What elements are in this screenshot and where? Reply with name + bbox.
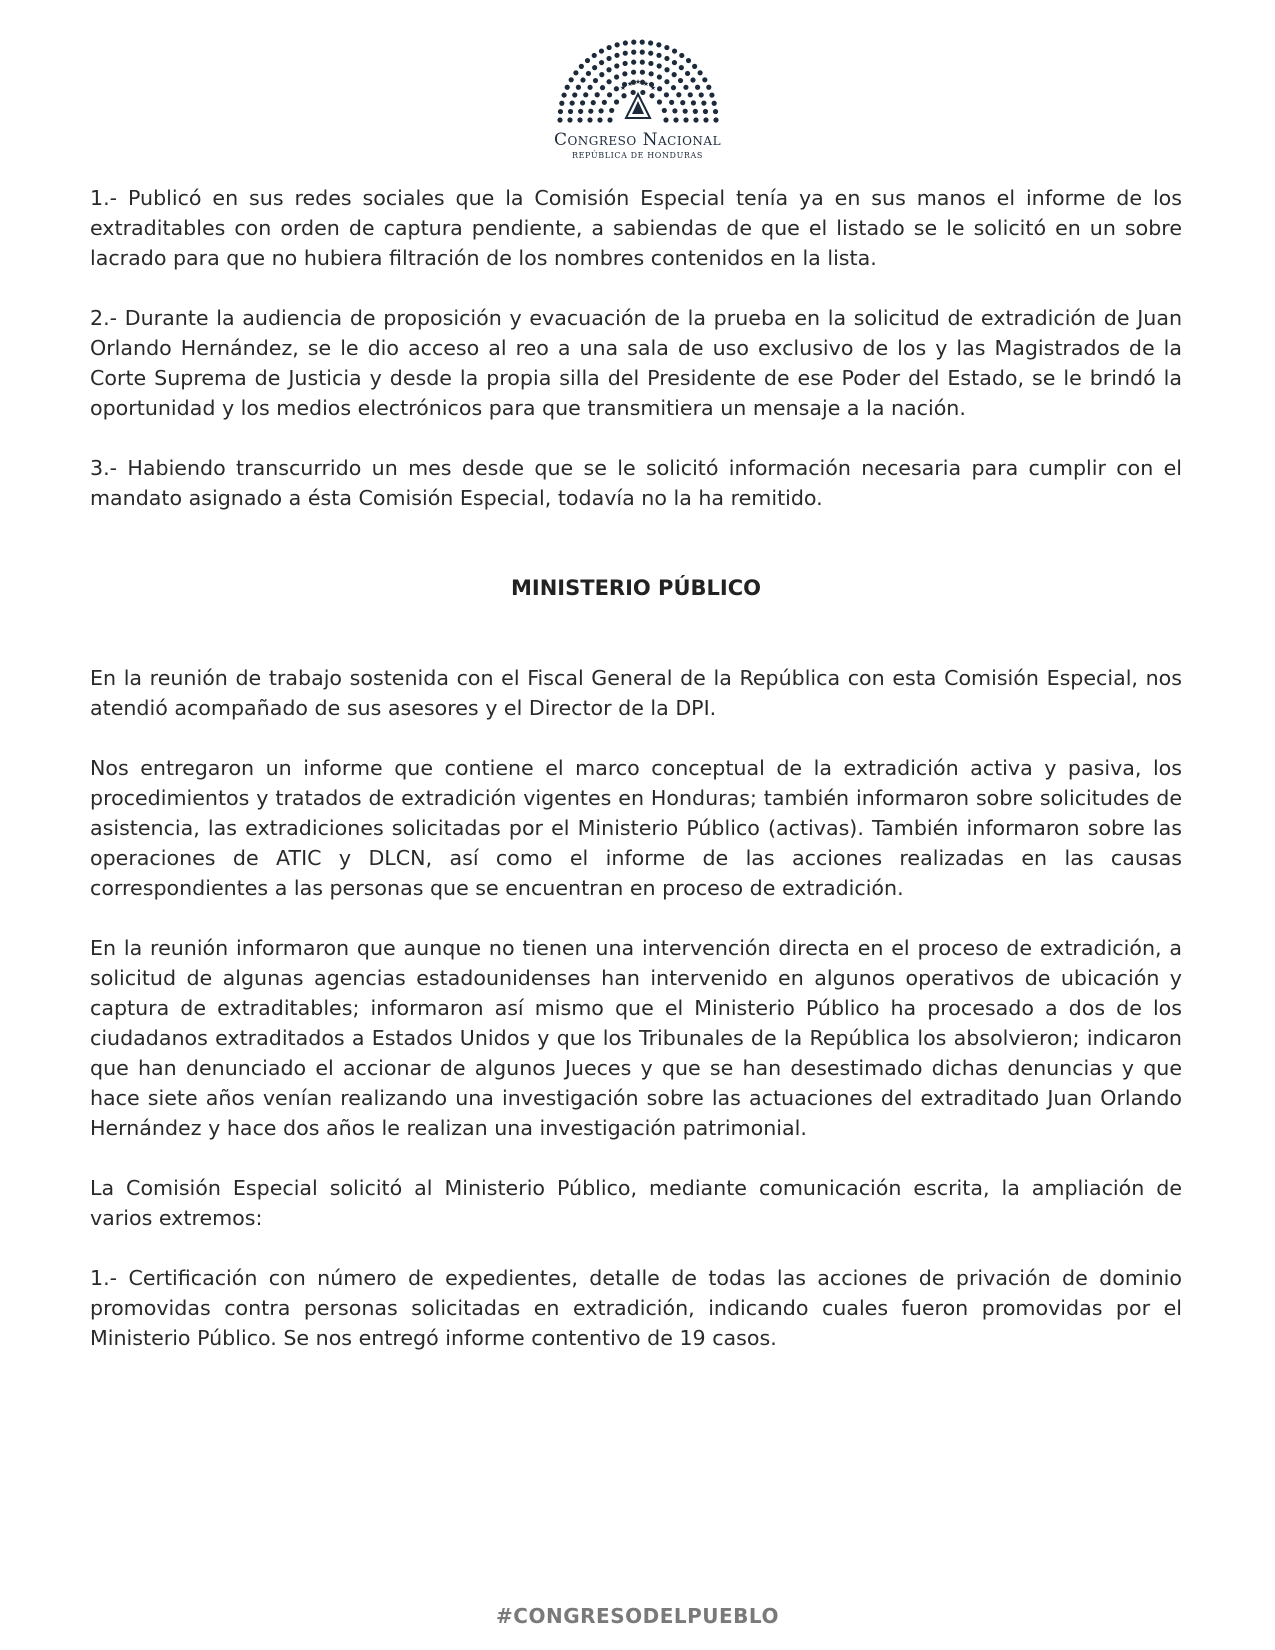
emblem-star-icon: ★ [634,78,641,86]
hemicycle-dot [712,109,717,114]
hemicycle-dot [656,86,661,91]
hemicycle-dot [683,85,688,90]
hemicycle-dot [664,79,669,84]
hemicycle-dot [584,58,589,63]
hemicycle-dot [676,92,681,97]
hemicycle-dot [630,90,635,95]
hemicycle-dot [672,108,677,113]
hemicycle-dot [599,85,604,90]
hemicycle-dot [614,42,619,47]
hemicycle-dot [592,65,597,70]
hemicycle-dot [585,71,590,76]
hemicycle-dot [577,117,582,122]
hemicycle-dot [621,93,626,98]
emblem-star-icon: ★ [619,84,626,92]
hemicycle-dot [703,117,708,122]
hemicycle-dot [694,85,699,90]
hemicycle-dot [656,42,661,47]
hemicycle-dot [687,92,692,97]
hemicycle-dot [701,100,706,105]
hemicycle-dot [690,100,695,105]
hemicycle-dot [656,99,661,104]
congress-hemicycle-logo [553,28,723,128]
hemicycle-dot [631,50,636,55]
hemicycle-dot [711,101,716,106]
hemicycle-dot [679,53,684,58]
hemicycle-dot [656,53,661,58]
letterhead [0,28,1275,178]
hemicycle-dot [702,109,707,114]
hemicycle-dot [614,74,619,79]
document-body [90,183,1182,1383]
footer-hashtag: #CONGRESODELPUEBLO [496,1604,779,1628]
hemicycle-dot [568,77,573,82]
hemicycle-dot [598,60,603,65]
hemicycle-dot [599,72,604,77]
hemicycle-dot [639,60,644,65]
hemicycle-dot [590,100,595,105]
hemicycle-dot [606,45,611,50]
hemicycle-dot [557,117,562,122]
hemicycle-dot [631,60,636,65]
hemicycle-dot [598,108,603,113]
hemicycle-dot [559,101,564,106]
hemicycle-dot [622,51,627,56]
hemicycle-dot [591,53,596,58]
hemicycle-dot [663,117,668,122]
hemicycle-dot [630,70,635,75]
section-heading: MINISTERIO PÚBLICO [511,576,761,600]
hemicycle-dot [690,77,695,82]
emblem-star-icon: ★ [642,80,649,88]
paragraph-8: 1.- Certificación con número de expedientes, detalle de todas las acciones de privación de dominio promovidas contra personas solicitadas en extradición, indicando cuales fueron promovidas por el Ministerio Público. Se nos entregó informe contentivo de 19 casos. [90,1266,1182,1350]
hemicycle-dot [684,71,689,76]
hemicycle-dot [677,78,682,83]
hemicycle-dot [664,67,669,72]
hemicycle-dot [575,85,580,90]
paragraph-2: 2.- Durante la audiencia de proposición y evacuación de la prueba en la solicitud de extradición de Juan Orlando Hernández, se le dio acceso al reo a una sala de uso exclusivo de los y las Magistrados de la Corte Suprema de Justicia y desde la propia silla del Presidente de ese Poder del Estado, se le brindó la oportunidad y los medios electrónicos para que transmitiera un mensaje a la nación. [90,306,1182,420]
hemicycle-dot [664,45,669,50]
hemicycle-dot [648,61,653,66]
hemicycle-dot [597,117,602,122]
hemicycle-dot [661,108,666,113]
hemicycle-dot [639,50,644,55]
hemicycle-dot [594,92,599,97]
hemicycle-dot [709,92,714,97]
hemicycle-dot [580,77,585,82]
hemicycle-dot [606,56,611,61]
hemicycle-dot [573,70,578,75]
hemicycle-dot [564,85,569,90]
emblem-star-icon: ★ [649,84,656,92]
hemicycle-dot [683,117,688,122]
hemicycle-dot [578,109,583,114]
hemicycle-dot [697,70,702,75]
hemicycle-dot [663,92,668,97]
hemicycle-dot [656,74,661,79]
hemicycle-dot [569,100,574,105]
hemicycle-dot [673,117,678,122]
paragraph-4: En la reunión de trabajo sostenida con el Fiscal General de la República con esta Comisión Especial, nos atendió acompañado de sus asesores y el Director de la DPI. [90,666,1182,720]
hemicycle-dot [692,64,697,69]
hemicycle-dot [592,78,597,83]
paragraph-3: 3.- Habiendo transcurrido un mes desde que se le solicitó información necesaria para cumplir con el mandato asignado a ésta Comisión Especial, todavía no la ha remitido. [90,456,1182,510]
hemicycle-dot [692,109,697,114]
org-name: Congreso Nacional [553,130,722,150]
hemicycle-dot [588,109,593,114]
hemicycle-dot [713,117,718,122]
hemicycle-dot [613,86,618,91]
emblem-star-icon: ★ [626,80,633,88]
hemicycle-dot [583,92,588,97]
hemicycle-dot [631,40,636,45]
hemicycle-dot [693,117,698,122]
hemicycle-dot [648,51,653,56]
hemicycle-dot [607,117,612,122]
hemicycle-dot [622,61,627,66]
hemicycle-dot [639,70,644,75]
hemicycle-dot [601,100,606,105]
hemicycle-dot [671,48,676,53]
hemicycle-dot [598,48,603,53]
hemicycle-dot [669,100,674,105]
hemicycle-dot [567,109,572,114]
hemicycle-dot [622,40,627,45]
hemicycle-dot [557,109,562,114]
hemicycle-dot [613,99,618,104]
hemicycle-dot [685,58,690,63]
hemicycle-dot [698,92,703,97]
hemicycle-dot [656,63,661,68]
hemicycle-dot [682,109,687,114]
hemicycle-dot [606,79,611,84]
hemicycle-dot [572,92,577,97]
hemicycle-dot [587,117,592,122]
hemicycle-dot [606,67,611,72]
hemicycle-dot [567,117,572,122]
hemicycle-dot [640,90,645,95]
hemicycle-dot [606,92,611,97]
hemicycle-dot [639,40,644,45]
hemicycle-dot [587,85,592,90]
hemicycle-dot [671,60,676,65]
hemicycle-dot [579,100,584,105]
hemicycle-dot [648,71,653,76]
hemicycle-dot [609,108,614,113]
hemicycle-dot [578,64,583,69]
hemicycle-dot [670,85,675,90]
hemicycle-dot [649,93,654,98]
hemicycle-dot [702,77,707,82]
hemicycle-dot [680,100,685,105]
hemicycle-dot [614,63,619,68]
org-subtitle: REPÚBLICA DE HONDURAS [571,151,703,160]
hemicycle-dot [671,72,676,77]
hemicycle-dot [622,71,627,76]
paragraph-1: 1.- Publicó en sus redes sociales que la Comisión Especial tenía ya en sus manos el informe de los extraditables con orden de captura pendiente, a sabiendas de que el listado se le solicitó en un sobre lacrado para que no hubiera filtración de los nombres contenidos en la lista. [90,186,1182,270]
hemicycle-dot [614,53,619,58]
hemicycle-dot [664,56,669,61]
paragraph-7: La Comisión Especial solicitó al Ministerio Público, mediante comunicación escrita, la ampliación de varios extremos: [90,1176,1182,1230]
paragraph-5: Nos entregaron un informe que contiene el marco conceptual de la extradición activa y pasiva, los procedimientos y tratados de extradición vigentes en Honduras; también informaron sobre solicitudes de asistencia, las extradiciones solicitadas por el Ministerio Público (activas). También informaron sobre las operaciones de ATIC y DLCN, así como el informe de las acciones realizadas en las causas correspondientes a las personas que se encuentran en proceso de extradición. [90,756,1182,900]
hemicycle-dot [648,40,653,45]
paragraph-6: En la reunión informaron que aunque no tienen una intervención directa en el proceso de extradición, a solicitud de algunas agencias estadounidenses han intervenido en algunos operativos de ubicación y captura de extraditables; informaron así mismo que el Ministerio Público ha procesado a dos de los ciudadanos extraditados a Estados Unidos y que los Tribunales de la República los absolvieron; indicaron que han denunciado el accionar de algunos Jueces y que se han desestimado dichas denuncias y que hace siete años venían realizando una investigación sobre las actuaciones del extraditado Juan Orlando Hernández y hace dos años le realizan una investigación patrimonial. [90,936,1182,1140]
hemicycle-dot [678,65,683,70]
hemicycle-dot [561,92,566,97]
hemicycle-dot [706,85,711,90]
